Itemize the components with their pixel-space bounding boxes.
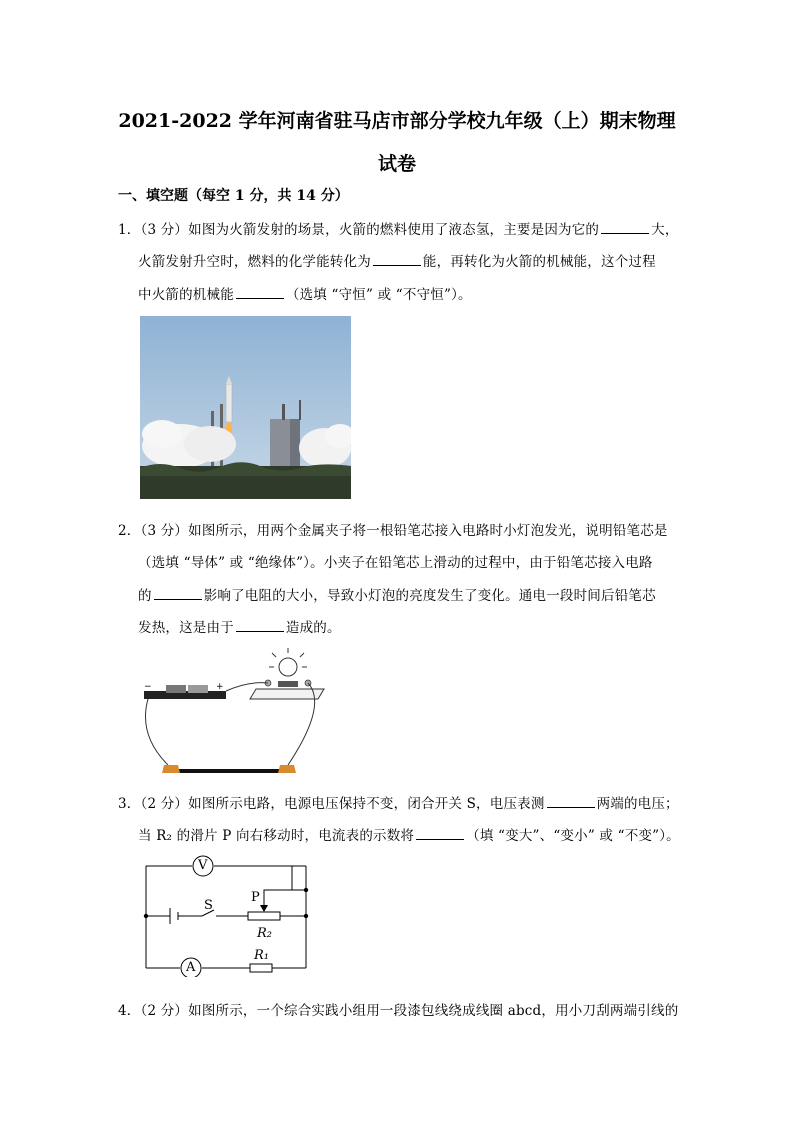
q3-line1: 3．（2 分）如图所示电路，电源电压保持不变，闭合开关 S，电压表测 两端的电压； xyxy=(118,796,679,812)
page-title: 2021-2022 学年河南省驻马店市部分学校九年级（上）期末物理 xyxy=(118,110,676,132)
q3-circuit-diagram xyxy=(140,852,315,977)
rocket-launch-photo xyxy=(140,316,351,499)
answer-blank xyxy=(236,619,284,632)
answer-blank xyxy=(416,827,464,840)
r1-label: R₁ xyxy=(254,948,269,963)
svg-text:+: + xyxy=(216,682,224,692)
ammeter-label: A xyxy=(186,960,196,975)
q2-line4: 发热，这是由于 造成的。 xyxy=(138,620,341,636)
q4-line1: 4．（2 分）如图所示，一个综合实践小组用一段漆包线绕成线圈 abcd，用小刀刮两端引线的 xyxy=(118,1003,679,1019)
answer-blank xyxy=(154,587,202,600)
q2-line2: （选填 “导体” 或 “绝缘体”）。小夹子在铅笔芯上滑动的过程中，由于铅笔芯接入电路 xyxy=(138,555,653,571)
answer-blank xyxy=(601,221,649,234)
voltmeter-label: V xyxy=(198,858,208,873)
switch-label: S xyxy=(204,898,213,913)
q1-line3: 中火箭的机械能 （选填 “守恒” 或 “不守恒”）。 xyxy=(138,287,472,303)
page-title-line2: 试卷 xyxy=(377,153,416,175)
section-heading: 一、填空题（每空 1 分，共 14 分） xyxy=(118,188,349,204)
slider-label: P xyxy=(251,890,260,905)
pencil-lead-circuit-figure xyxy=(138,645,338,777)
answer-blank xyxy=(236,286,284,299)
q1-line2: 火箭发射升空时，燃料的化学能转化为 能，再转化为火箭的机械能，这个过程 xyxy=(138,254,656,270)
answer-blank xyxy=(547,795,595,808)
q3-line2: 当 R₂ 的滑片 P 向右移动时，电流表的示数将 （填 “变大”、“变小” 或 “不变”）。 xyxy=(138,828,680,844)
q1-line1: 1．（3 分）如图为火箭发射的场景，火箭的燃料使用了液态氢，主要是因为它的 大， xyxy=(118,222,679,238)
r2-label: R₂ xyxy=(257,926,272,941)
svg-text:−: − xyxy=(144,682,152,692)
answer-blank xyxy=(373,253,421,266)
q2-line1: 2．（3 分）如图所示，用两个金属夹子将一根铅笔芯接入电路时小灯泡发光，说明铅笔芯是 xyxy=(118,523,668,539)
q2-line3: 的 影响了电阻的大小，导致小灯泡的亮度发生了变化。通电一段时间后铅笔芯 xyxy=(138,588,656,604)
